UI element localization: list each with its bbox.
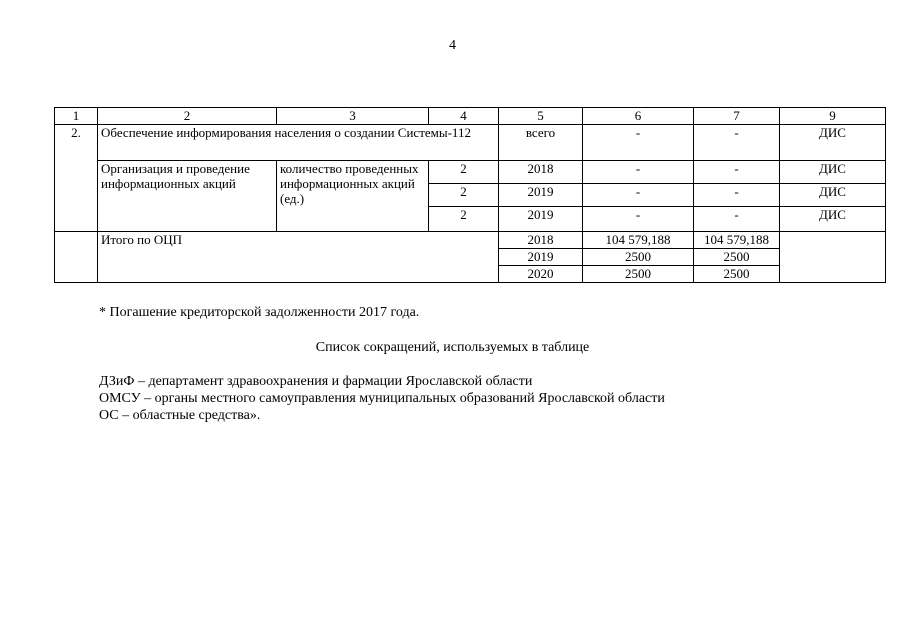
abbreviation-item: ОС – областные средства». — [99, 408, 261, 423]
year-cell: 2019 — [499, 184, 583, 207]
column-header: 1 — [55, 108, 98, 125]
total-label: Итого по ОЦП — [98, 232, 499, 283]
amount-cell: 104 579,188 — [694, 232, 780, 249]
year-cell: 2019 — [499, 207, 583, 232]
amount-cell: 2500 — [583, 249, 694, 266]
column-header: 5 — [499, 108, 583, 125]
program-table — [54, 107, 886, 283]
year-cell: 2018 — [499, 161, 583, 184]
amount-cell: - — [583, 207, 694, 232]
year-cell: 2018 — [499, 232, 583, 249]
page-number: 4 — [449, 38, 456, 53]
table-row — [55, 161, 886, 184]
empty-cell — [780, 232, 886, 283]
amount-cell: - — [694, 125, 780, 161]
amount-cell: 104 579,188 — [583, 232, 694, 249]
amount-cell: - — [583, 184, 694, 207]
table-row — [55, 125, 886, 161]
column-header: 3 — [277, 108, 429, 125]
column-header: 2 — [98, 108, 277, 125]
abbreviation-item: ДЗиФ – департамент здравоохранения и фармации Ярославской области — [99, 374, 533, 389]
footnote: * Погашение кредиторской задолженности 2017 года. — [99, 305, 420, 320]
year-cell: 2020 — [499, 266, 583, 283]
column-header: 9 — [780, 108, 886, 125]
activity-name: Организация и проведение информационных акций — [98, 161, 277, 232]
indicator-name: количество проведенных информационных акций (ед.) — [277, 161, 429, 232]
indicator-value: 2 — [429, 161, 499, 184]
amount-cell: - — [694, 161, 780, 184]
executor-cell: ДИС — [780, 125, 886, 161]
column-header: 6 — [583, 108, 694, 125]
total-row — [55, 232, 886, 249]
amount-cell: - — [583, 125, 694, 161]
abbreviations-title: Список сокращений, используемых в таблице — [315, 340, 590, 355]
task-title: Обеспечение информирования населения о создании Системы-112 — [98, 125, 499, 161]
year-cell: всего — [499, 125, 583, 161]
row-number: 2. — [55, 125, 98, 232]
table-header-row — [55, 108, 886, 125]
amount-cell: 2500 — [694, 249, 780, 266]
abbreviations-list — [99, 373, 665, 424]
indicator-value: 2 — [429, 207, 499, 232]
amount-cell: - — [694, 184, 780, 207]
executor-cell: ДИС — [780, 161, 886, 184]
column-header: 4 — [429, 108, 499, 125]
executor-cell: ДИС — [780, 184, 886, 207]
amount-cell: 2500 — [583, 266, 694, 283]
empty-cell — [55, 232, 98, 283]
year-cell: 2019 — [499, 249, 583, 266]
amount-cell: - — [694, 207, 780, 232]
indicator-value: 2 — [429, 184, 499, 207]
amount-cell: 2500 — [694, 266, 780, 283]
abbreviation-item: ОМСУ – органы местного самоуправления муниципальных образований Ярославской области — [99, 391, 665, 406]
executor-cell: ДИС — [780, 207, 886, 232]
column-header: 7 — [694, 108, 780, 125]
amount-cell: - — [583, 161, 694, 184]
